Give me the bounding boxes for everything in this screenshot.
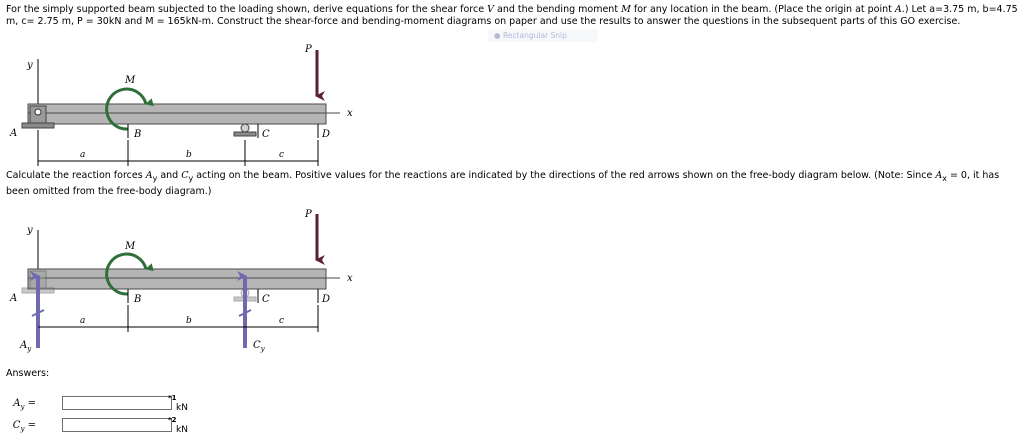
reaction-ay-sub: y — [27, 345, 32, 353]
answer-ay-input[interactable] — [62, 396, 172, 410]
given-b: b=4.75 m — [6, 4, 1018, 27]
answer-cy-input[interactable] — [62, 418, 172, 432]
answer-cy-label — [8, 420, 36, 433]
free-body-diagram — [0, 200, 370, 362]
problem-text-4: .) Let — [901, 4, 927, 15]
var-m: M — [621, 4, 631, 15]
inst-cy: C — [181, 170, 189, 181]
inst-text-2: acting on the beam. Positive values for the reactions are indicated by the directions of the red arrows shown on the free-body diagram below. (Note: Since — [196, 170, 933, 181]
fbd-x-axis-label: x — [347, 273, 353, 284]
dim-a-label: a — [80, 150, 86, 160]
answer-ay-eq: = — [27, 398, 36, 409]
load-p-label: P — [305, 44, 312, 55]
dim-b-label: b — [186, 150, 192, 160]
dimension-line — [38, 130, 318, 166]
answer-cy-var: C — [12, 420, 21, 431]
fbd-point-d-label: D — [322, 294, 331, 305]
point-c-label: C — [262, 129, 270, 140]
roller-support-c — [234, 124, 256, 136]
answer-ay-sub: y — [20, 403, 25, 411]
var-v: V — [487, 4, 494, 15]
inst-ax-sub: x — [942, 173, 947, 183]
beam-loading-diagram — [0, 34, 370, 170]
fbd-beam — [28, 269, 326, 289]
fbd-dim-a-label: a — [80, 316, 86, 326]
problem-statement: For the simply supported beam subjected to the loading shown, derive equations for the shear force V and the bending moment M for any location in the beam. (Place the origin at point A.) Let a=3.75 m, b=4.75 m, c= 2.75 m, P = 30kN and M = 165kN-m. Construct the shear-force and bending-moment diagrams on paper and use the results to answer the questions in the subsequent parts of this GO exercise. — [6, 4, 1018, 27]
answer-cy-tag: *2 — [168, 416, 177, 424]
answer-ay-tag: *1 — [168, 394, 177, 402]
answer-cy-eq: = — [27, 420, 36, 431]
moment-label: M — [125, 75, 136, 86]
inst-cy-sub: y — [188, 173, 194, 183]
inst-ay: A — [145, 170, 153, 181]
x-axis-label: x — [347, 108, 353, 119]
answer-ay-unit: kN — [176, 403, 188, 413]
inst-text-1: Calculate the reaction forces — [6, 170, 143, 181]
dim-c-label: c — [279, 150, 285, 160]
reaction-ay-letter: A — [20, 340, 28, 351]
fbd-point-b-label: B — [134, 294, 142, 305]
given-c: c= 2.75 m — [21, 16, 71, 27]
fbd-load-p-label: P — [305, 209, 312, 220]
y-axis-label: y — [27, 60, 33, 71]
problem-text-3: for any location in the beam. (Place the origin at point — [633, 4, 892, 15]
given-p: P = 30kN — [77, 16, 122, 27]
answer-ay-var: A — [13, 398, 21, 409]
inst-and: and — [160, 170, 179, 181]
fbd-y-axis-label: y — [27, 225, 33, 236]
answer-cy-sub: y — [20, 425, 25, 433]
snip-badge-label: Rectangular Snip — [502, 31, 567, 40]
answer-row-ay — [6, 396, 206, 414]
reaction-instructions — [6, 169, 1018, 198]
fbd-point-c-label: C — [262, 294, 270, 305]
rectangular-snip-badge[interactable]: ● Rectangular Snip — [488, 29, 598, 42]
point-d-label: D — [322, 129, 331, 140]
var-a: A — [894, 4, 902, 15]
point-a-label: A — [10, 128, 18, 139]
reaction-cy-sub: y — [260, 345, 265, 353]
reaction-cy-letter: C — [253, 340, 261, 351]
answer-cy-unit: kN — [176, 425, 188, 435]
inst-ax: A — [935, 170, 943, 181]
answer-ay-label — [8, 398, 36, 411]
problem-text-5: Construct the shear-force and bending-moment diagrams on paper and use the results to answer the questions in the subsequent parts of this GO exercise. — [217, 16, 961, 27]
beam — [28, 104, 326, 124]
inst-ay-sub: y — [152, 173, 158, 183]
problem-text-1: For the simply supported beam subjected to the loading shown, derive equations for the shear force — [6, 4, 485, 15]
fbd-moment-label: M — [125, 241, 136, 252]
given-m: M = 165kN-m — [145, 16, 211, 27]
fbd-dim-c-label: c — [279, 316, 285, 326]
fbd-point-a-label: A — [10, 293, 18, 304]
fbd-dim-b-label: b — [186, 316, 192, 326]
given-a: a=3.75 m — [929, 4, 977, 15]
point-b-label: B — [134, 129, 142, 140]
inst-text-3: = 0, it has been omitted from the free-body diagram.) — [6, 170, 1000, 197]
reaction-cy-label — [253, 340, 266, 353]
reaction-ay-label — [19, 340, 32, 353]
problem-text-2: and the bending moment — [497, 4, 619, 15]
answer-row-cy — [6, 418, 206, 436]
answers-label: Answers: — [6, 368, 50, 379]
